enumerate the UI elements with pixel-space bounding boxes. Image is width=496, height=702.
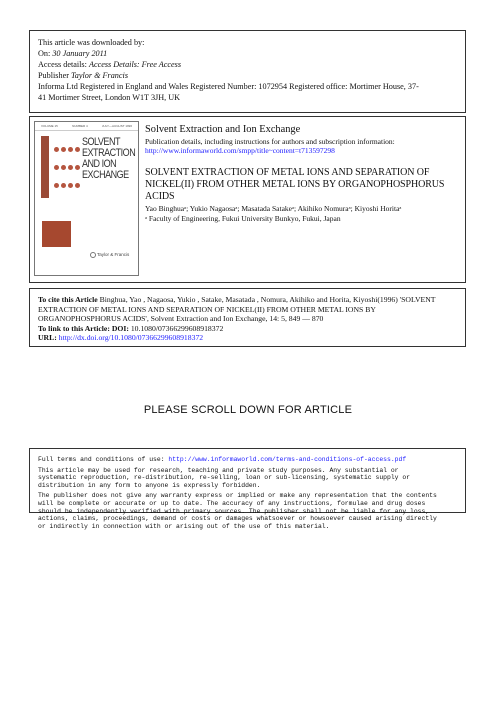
- publication-details: Publication details, including instructions for authors and subscription information:: [145, 137, 395, 146]
- cover-red-bar: [41, 136, 49, 198]
- access-details: Access Details: Free Access: [88, 60, 182, 69]
- terms-box: [29, 448, 466, 530]
- article-title: SOLVENT EXTRACTION OF METAL IONS AND SEPARATION OF NICKEL(II) FROM OTHER METAL IONS BY ORGANOPHOSPHORUS ACIDS: [145, 167, 445, 202]
- access-details-line: Access details: Access Details: Free Access: [38, 60, 182, 69]
- download-date-line: On: 30 January 2011: [38, 49, 108, 58]
- citation-text: Binghua, Yao , Nagaosa, Yukio , Satake, Masatada , Nomura, Akihiko and Horita, Kiyoshi(1996) 'SOLVENT EXTRACTION OF METAL IONS AND SEPARATION OF NICKEL(II) FROM OTHER METAL IONS BY ORGANOPHOSPHORUS ACIDS', Solvent Extraction and Ion Exchange, 14: 5, 849 — 870: [38, 295, 436, 324]
- article-header-box: [29, 116, 466, 283]
- download-info-box: [29, 30, 466, 113]
- journal-link[interactable]: http://www.informaworld.com/smpp/title~content=t713597298: [145, 146, 335, 155]
- authors: Yao Binghuaᵃ; Yukio Nagaosaᵃ; Masatada Satakeᵃ; Akihiko Nomuraᵃ; Kiyoshi Horitaᵃ: [145, 204, 402, 213]
- registration-line: Informa Ltd Registered in England and Wales Registered Number: 1072954 Registered office: Mortimer House, 37-: [38, 82, 419, 91]
- download-date: 30 January 2011: [52, 49, 108, 58]
- citation-box: [29, 288, 466, 347]
- doi-value: 10.1080/07366299608918372: [128, 323, 224, 333]
- citation: [38, 295, 457, 324]
- cover-red-block: [42, 221, 71, 247]
- scroll-notice: PLEASE SCROLL DOWN FOR ARTICLE: [143, 404, 353, 416]
- publisher-line: Publisher Taylor & Francis: [38, 71, 128, 80]
- doi-url-link[interactable]: http://dx.doi.org/10.1080/07366299608918372: [56, 333, 204, 343]
- affiliation: ᵃ Faculty of Engineering, Fukui University Bunkyo, Fukui, Japan: [145, 213, 341, 223]
- terms-line: Full terms and conditions of use: http://www.informaworld.com/terms-and-conditions-of-access.pdf: [38, 456, 407, 463]
- url-label: URL:: [38, 333, 57, 343]
- cover-dots: [53, 140, 81, 194]
- address-line: 41 Mortimer Street, London W1T 3JH, UK: [38, 93, 181, 102]
- terms-paragraph-1: This article may be used for research, teaching and private study purposes. Any substantial or systematic reproduction, re-distribution, re-selling, loan or sub-licensing, systematic supply or distribution in any form to anyone is expressly forbidden.: [38, 466, 410, 489]
- publisher-name: Taylor & Francis: [70, 71, 128, 80]
- downloaded-by-line: This article was downloaded by:: [38, 38, 145, 47]
- cite-label: To cite this Article: [38, 295, 98, 304]
- url-line: [38, 333, 457, 343]
- cover-publisher-logo: Taylor & Francis: [90, 252, 129, 258]
- journal-cover-image: [34, 121, 139, 276]
- cover-title: SOLVENT EXTRACTION AND ION EXCHANGE: [82, 136, 136, 181]
- doi-label: To link to this Article: DOI:: [38, 323, 129, 333]
- cover-topbar: VOLUME 15 NUMBER 4 JULY—AUGUST 1996: [35, 122, 138, 131]
- terms-paragraph-2: The publisher does not give any warranty express or implied or make any representation that the contents will be complete or accurate or up to date. The accuracy of any instructions, formulae and drug doses should be independently verified with primary sources. The publisher shall not be liable for any loss, actions, claims, proceedings, demand or costs or damages whatsoever or howsoever caused arising directly or indirectly in connection with or arising out of the use of this material.: [38, 492, 437, 530]
- doi-line: [38, 324, 457, 334]
- journal-title: Solvent Extraction and Ion Exchange: [145, 124, 301, 135]
- terms-link[interactable]: http://www.informaworld.com/terms-and-conditions-of-access.pdf: [168, 456, 407, 463]
- article-info: [145, 124, 460, 223]
